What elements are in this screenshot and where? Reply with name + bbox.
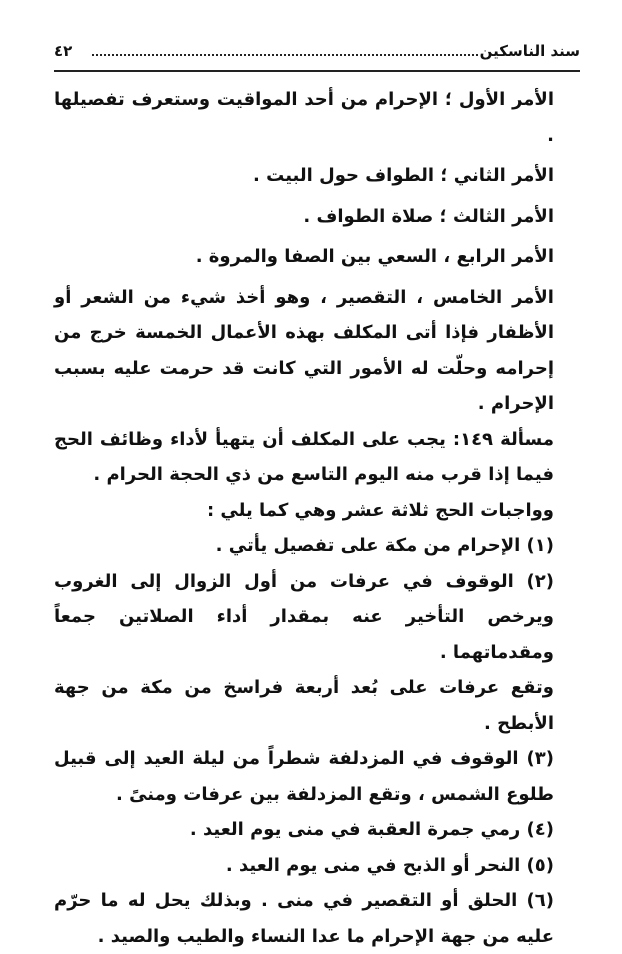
item-text: (١) الإحرام من مكة على تفصيل يأتي .	[215, 535, 554, 556]
item-text: مسألة ١٤٩: يجب على المكلف أن يتهيأ لأداء وظائف الحج فيما إذا قرب منه اليوم التاسع من ذي الحجة الحرام .	[54, 428, 554, 485]
item-text: السعي بين الصفا والمروة .	[195, 246, 444, 267]
paragraph-10	[54, 670, 582, 741]
item-text: الإحرام من أحد المواقيت وستعرف تفصيلها .	[54, 89, 554, 146]
item-text: (٣) الوقوف في المزدلفة شطراً من ليلة العيد إلى قبيل طلوع الشمس ، وتقع المزدلفة بين عرفات ومنىً .	[54, 748, 554, 805]
item-text: وتقع عرفات على بُعد أربعة فراسخ من مكة من جهة الأبطح .	[54, 677, 554, 734]
paragraph-11	[54, 741, 582, 812]
item-term: الأمر الثاني ؛	[440, 165, 554, 186]
leader-dots	[92, 44, 478, 56]
paragraph-7	[54, 493, 582, 529]
item-text: الطواف حول البيت .	[253, 165, 441, 186]
item-text: (٤) رمي جمرة العقبة في منى يوم العيد .	[189, 819, 554, 840]
paragraph-4	[54, 239, 582, 275]
paragraph-1	[54, 82, 582, 153]
header-rule	[54, 70, 580, 72]
paragraph-9	[54, 564, 582, 671]
page-header	[54, 40, 580, 66]
item-term: الأمر الثالث ؛	[439, 205, 554, 227]
paragraph-13	[54, 848, 582, 884]
item-term: الأمر الرابع ،	[443, 246, 554, 267]
item-text: صلاة الطواف .	[303, 205, 440, 227]
running-title: سند الناسكين	[479, 42, 580, 60]
paragraph-8	[54, 528, 582, 564]
paragraph-2	[54, 158, 582, 194]
paragraph-6	[54, 422, 582, 493]
item-text: وواجبات الحج ثلاثة عشر وهي كما يلي :	[206, 499, 554, 521]
paragraph-14	[54, 883, 582, 954]
page-body	[54, 82, 582, 954]
item-text: (٥) النحر أو الذبح في منى يوم العيد .	[225, 854, 554, 876]
item-text: (٦) الحلق أو التقصير في منى . وبذلك يحل له ما حرّم عليه من جهة الإحرام ما عدا النساء والطيب والصيد .	[54, 890, 554, 947]
page-number: ٤٢	[54, 42, 73, 60]
item-term: الأمر الأول ؛	[444, 89, 554, 110]
item-text: التقصير ، وهو أخذ شيء من الشعر أو الأظفار فإذا أتى المكلف بهذه الأعمال الخمسة خرج من إحرامه وحلّت له الأمور التي كانت قد حرمت عليه بسبب الإحرام .	[54, 286, 554, 414]
item-text: (٢) الوقوف في عرفات من أول الزوال إلى الغروب ويرخص التأخير عنه بمقدار أداء الصلاتين جمعاً ومقدماتهما .	[54, 570, 554, 663]
paragraph-5	[54, 280, 582, 422]
paragraph-12	[54, 812, 582, 848]
paragraph-3	[54, 199, 582, 235]
item-term: الأمر الخامس ،	[416, 286, 554, 308]
